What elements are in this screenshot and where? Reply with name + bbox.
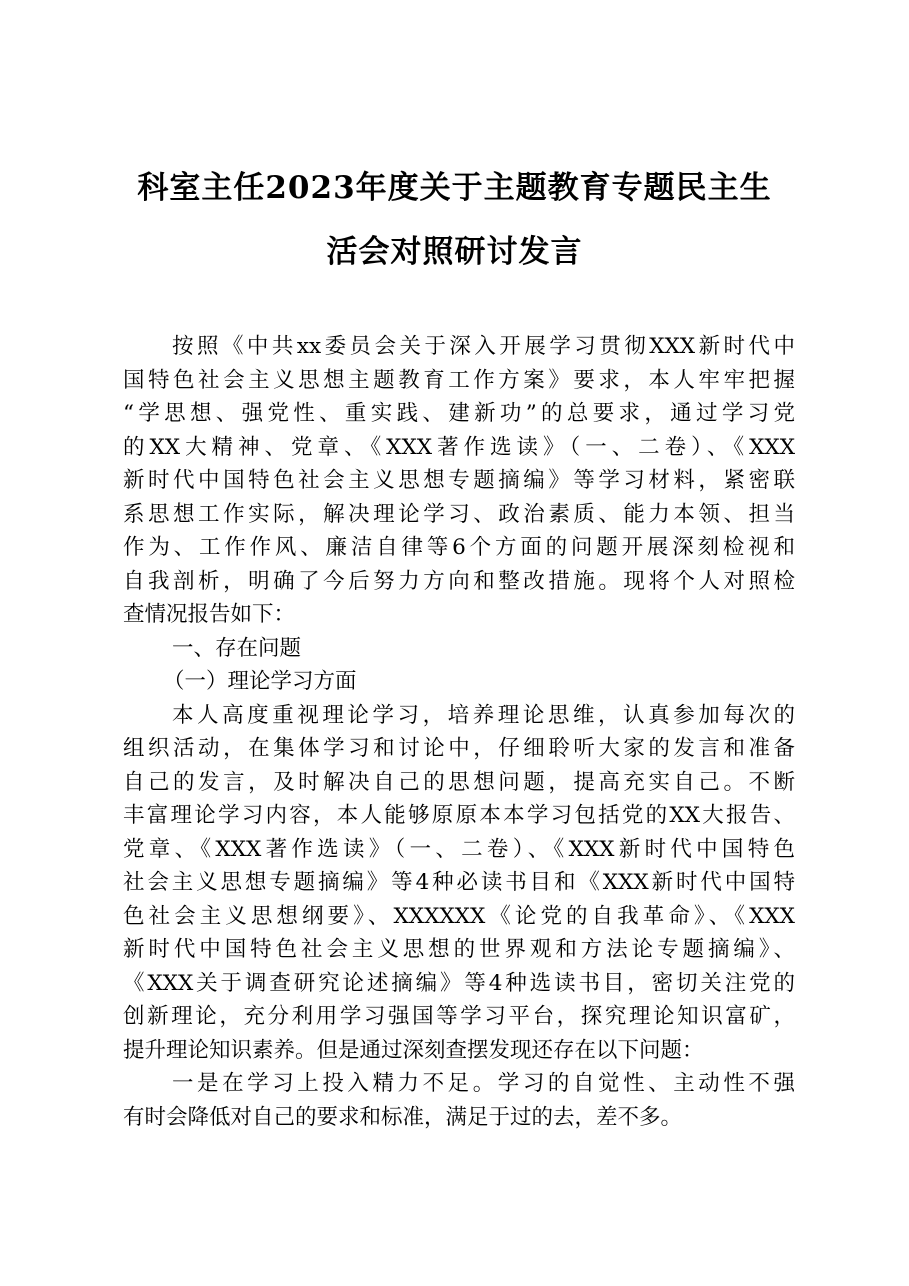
paragraph-line: 系思想工作实际，解决理论学习、政治素质、能力本领、担当	[123, 501, 795, 527]
paragraph-line: 丰富理论学习内容，本人能够原原本本学习包括党的XX大报告、	[123, 803, 795, 828]
paragraph-line: 按照《中共xx委员会关于深入开展学习贯彻XXX新时代中	[172, 334, 795, 359]
document-body	[123, 330, 795, 1134]
paragraph-line: 自己的发言，及时解决自己的思想问题，提高充实自己。不断	[123, 769, 795, 795]
paragraph-line: 党章、《XXX著作选读》（一、二卷）、《XXX新时代中国特色	[123, 836, 795, 862]
paragraph-line: 组织活动，在集体学习和讨论中，仔细聆听大家的发言和准备	[123, 736, 795, 761]
paragraph-line: 创新理论，充分利用学习强国等学习平台，探究理论知识富矿，	[123, 1004, 795, 1029]
section-heading: 一、存在问题	[172, 635, 302, 661]
paragraph-line: “学思想、强党性、重实践、建新功”的总要求，通过学习党	[123, 401, 795, 426]
document-title-line-1: 科室主任2023年度关于主题教育专题民主生	[137, 170, 772, 206]
paragraph-line: 有时会降低对自己的要求和标准，满足于过的去，差不多。	[123, 1104, 683, 1130]
paragraph-line: 一是在学习上投入精力不足。学习的自觉性、主动性不强	[172, 1071, 795, 1096]
subsection-heading: （一）理论学习方面	[163, 669, 357, 694]
paragraph-line: 作为、工作作风、廉洁自律等6个方面的问题开展深刻检视和	[123, 535, 795, 560]
paragraph-line: 国特色社会主义思想主题教育工作方案》要求，本人牢牢把握	[123, 367, 795, 393]
paragraph-line: 提升理论知识素养。但是通过深刻查摆发现还存在以下问题：	[123, 1037, 704, 1063]
paragraph-line: 本人高度重视理论学习，培养理论思维，认真参加每次的	[172, 702, 795, 728]
paragraph-line: 查情况报告如下：	[123, 602, 296, 627]
paragraph-line: 《XXX关于调查研究论述摘编》等4种选读书目，密切关注党的	[123, 970, 795, 996]
paragraph-line: 的XX大精神、党章、《XXX著作选读》（一、二卷）、《XXX	[123, 434, 795, 460]
paragraph-line: 新时代中国特色社会主义思想的世界观和方法论专题摘编》、	[123, 937, 795, 962]
paragraph-line: 色社会主义思想纲要》、XXXXXX《论党的自我革命》、《XXX	[123, 903, 795, 929]
paragraph-line: 新时代中国特色社会主义思想专题摘编》等学习材料，紧密联	[123, 468, 795, 493]
paragraph-line: 自我剖析，明确了今后努力方向和整改措施。现将个人对照检	[123, 568, 795, 594]
document-title-line-2: 活会对照研讨发言	[326, 234, 583, 270]
paragraph-line: 社会主义思想专题摘编》等4种必读书目和《XXX新时代中国特	[123, 870, 795, 895]
